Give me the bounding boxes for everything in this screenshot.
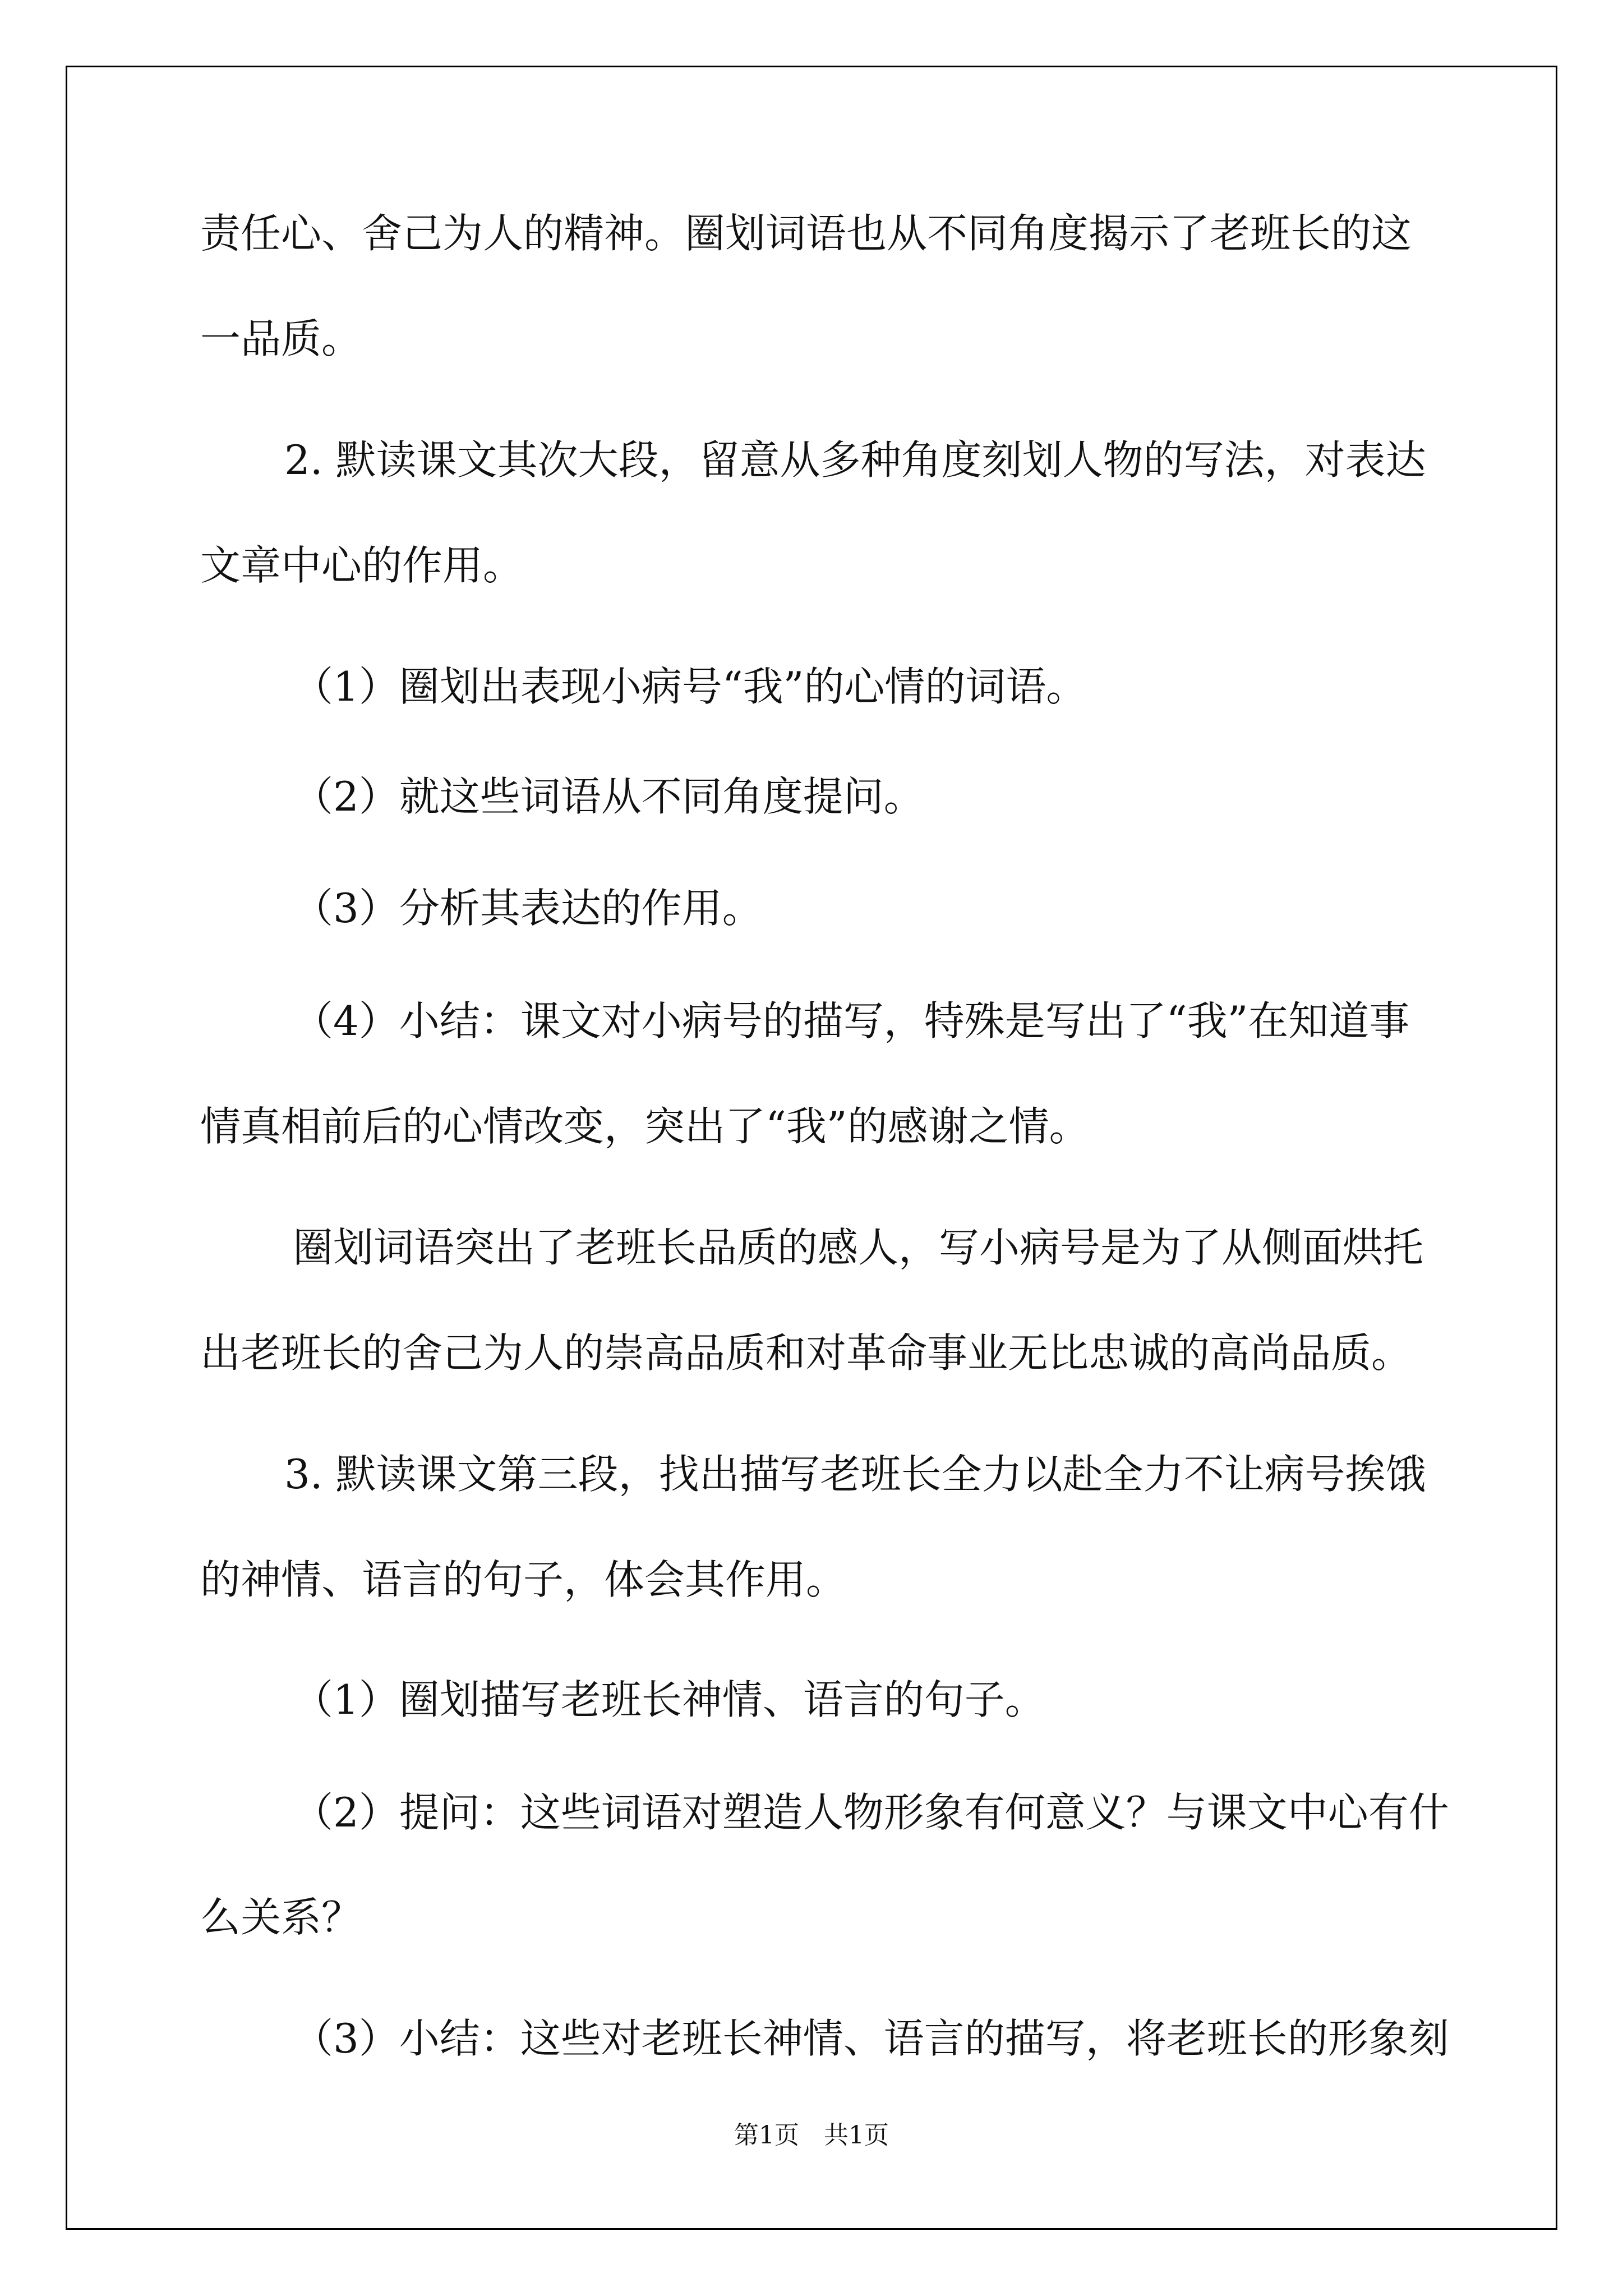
text-line: （2）就这些词语从不同角度提问。	[293, 773, 924, 820]
page-number-footer: 第1页 共1页	[734, 2121, 889, 2150]
text-line: 么关系？	[200, 1894, 362, 1941]
text-line: 一品质。	[200, 315, 362, 362]
text-line: （1）圈划描写老班长神情、语言的句子。	[293, 1676, 1045, 1723]
text-line: 的神情、语言的句子，体会其作用。	[200, 1556, 847, 1603]
text-line: （1）圈划出表现小病号“我”的心情的词语。	[293, 663, 1087, 710]
text-line: （4）小结：课文对小病号的描写，特殊是写出了“我”在知道事	[293, 997, 1410, 1045]
text-line: 情真相前后的心情改变，突出了“我”的感谢之情。	[200, 1103, 1090, 1150]
text-line: 3. 默读课文第三段，找出描写老班长全力以赴全力不让病号挨饿	[284, 1451, 1426, 1498]
text-line: 文章中心的作用。	[200, 542, 524, 589]
text-line: 出老班长的舍己为人的崇高品质和对革命事业无比忠诚的高尚品质。	[200, 1329, 1412, 1377]
text-line: 2. 默读课文其次大段，留意从多种角度刻划人物的写法，对表达	[284, 436, 1426, 484]
text-line: （3）小结：这些对老班长神情、语言的描写，将老班长的形象刻	[293, 2015, 1449, 2062]
text-line: 圈划词语突出了老班长品质的感人，写小病号是为了从侧面烘托	[293, 1224, 1424, 1271]
text-line: （3）分析其表达的作用。	[293, 885, 763, 932]
text-line: （2）提问：这些词语对塑造人物形象有何意义？与课文中心有什	[293, 1789, 1449, 1836]
text-line: 责任心、舍己为人的精神。圈划词语也从不同角度揭示了老班长的这	[200, 210, 1412, 257]
